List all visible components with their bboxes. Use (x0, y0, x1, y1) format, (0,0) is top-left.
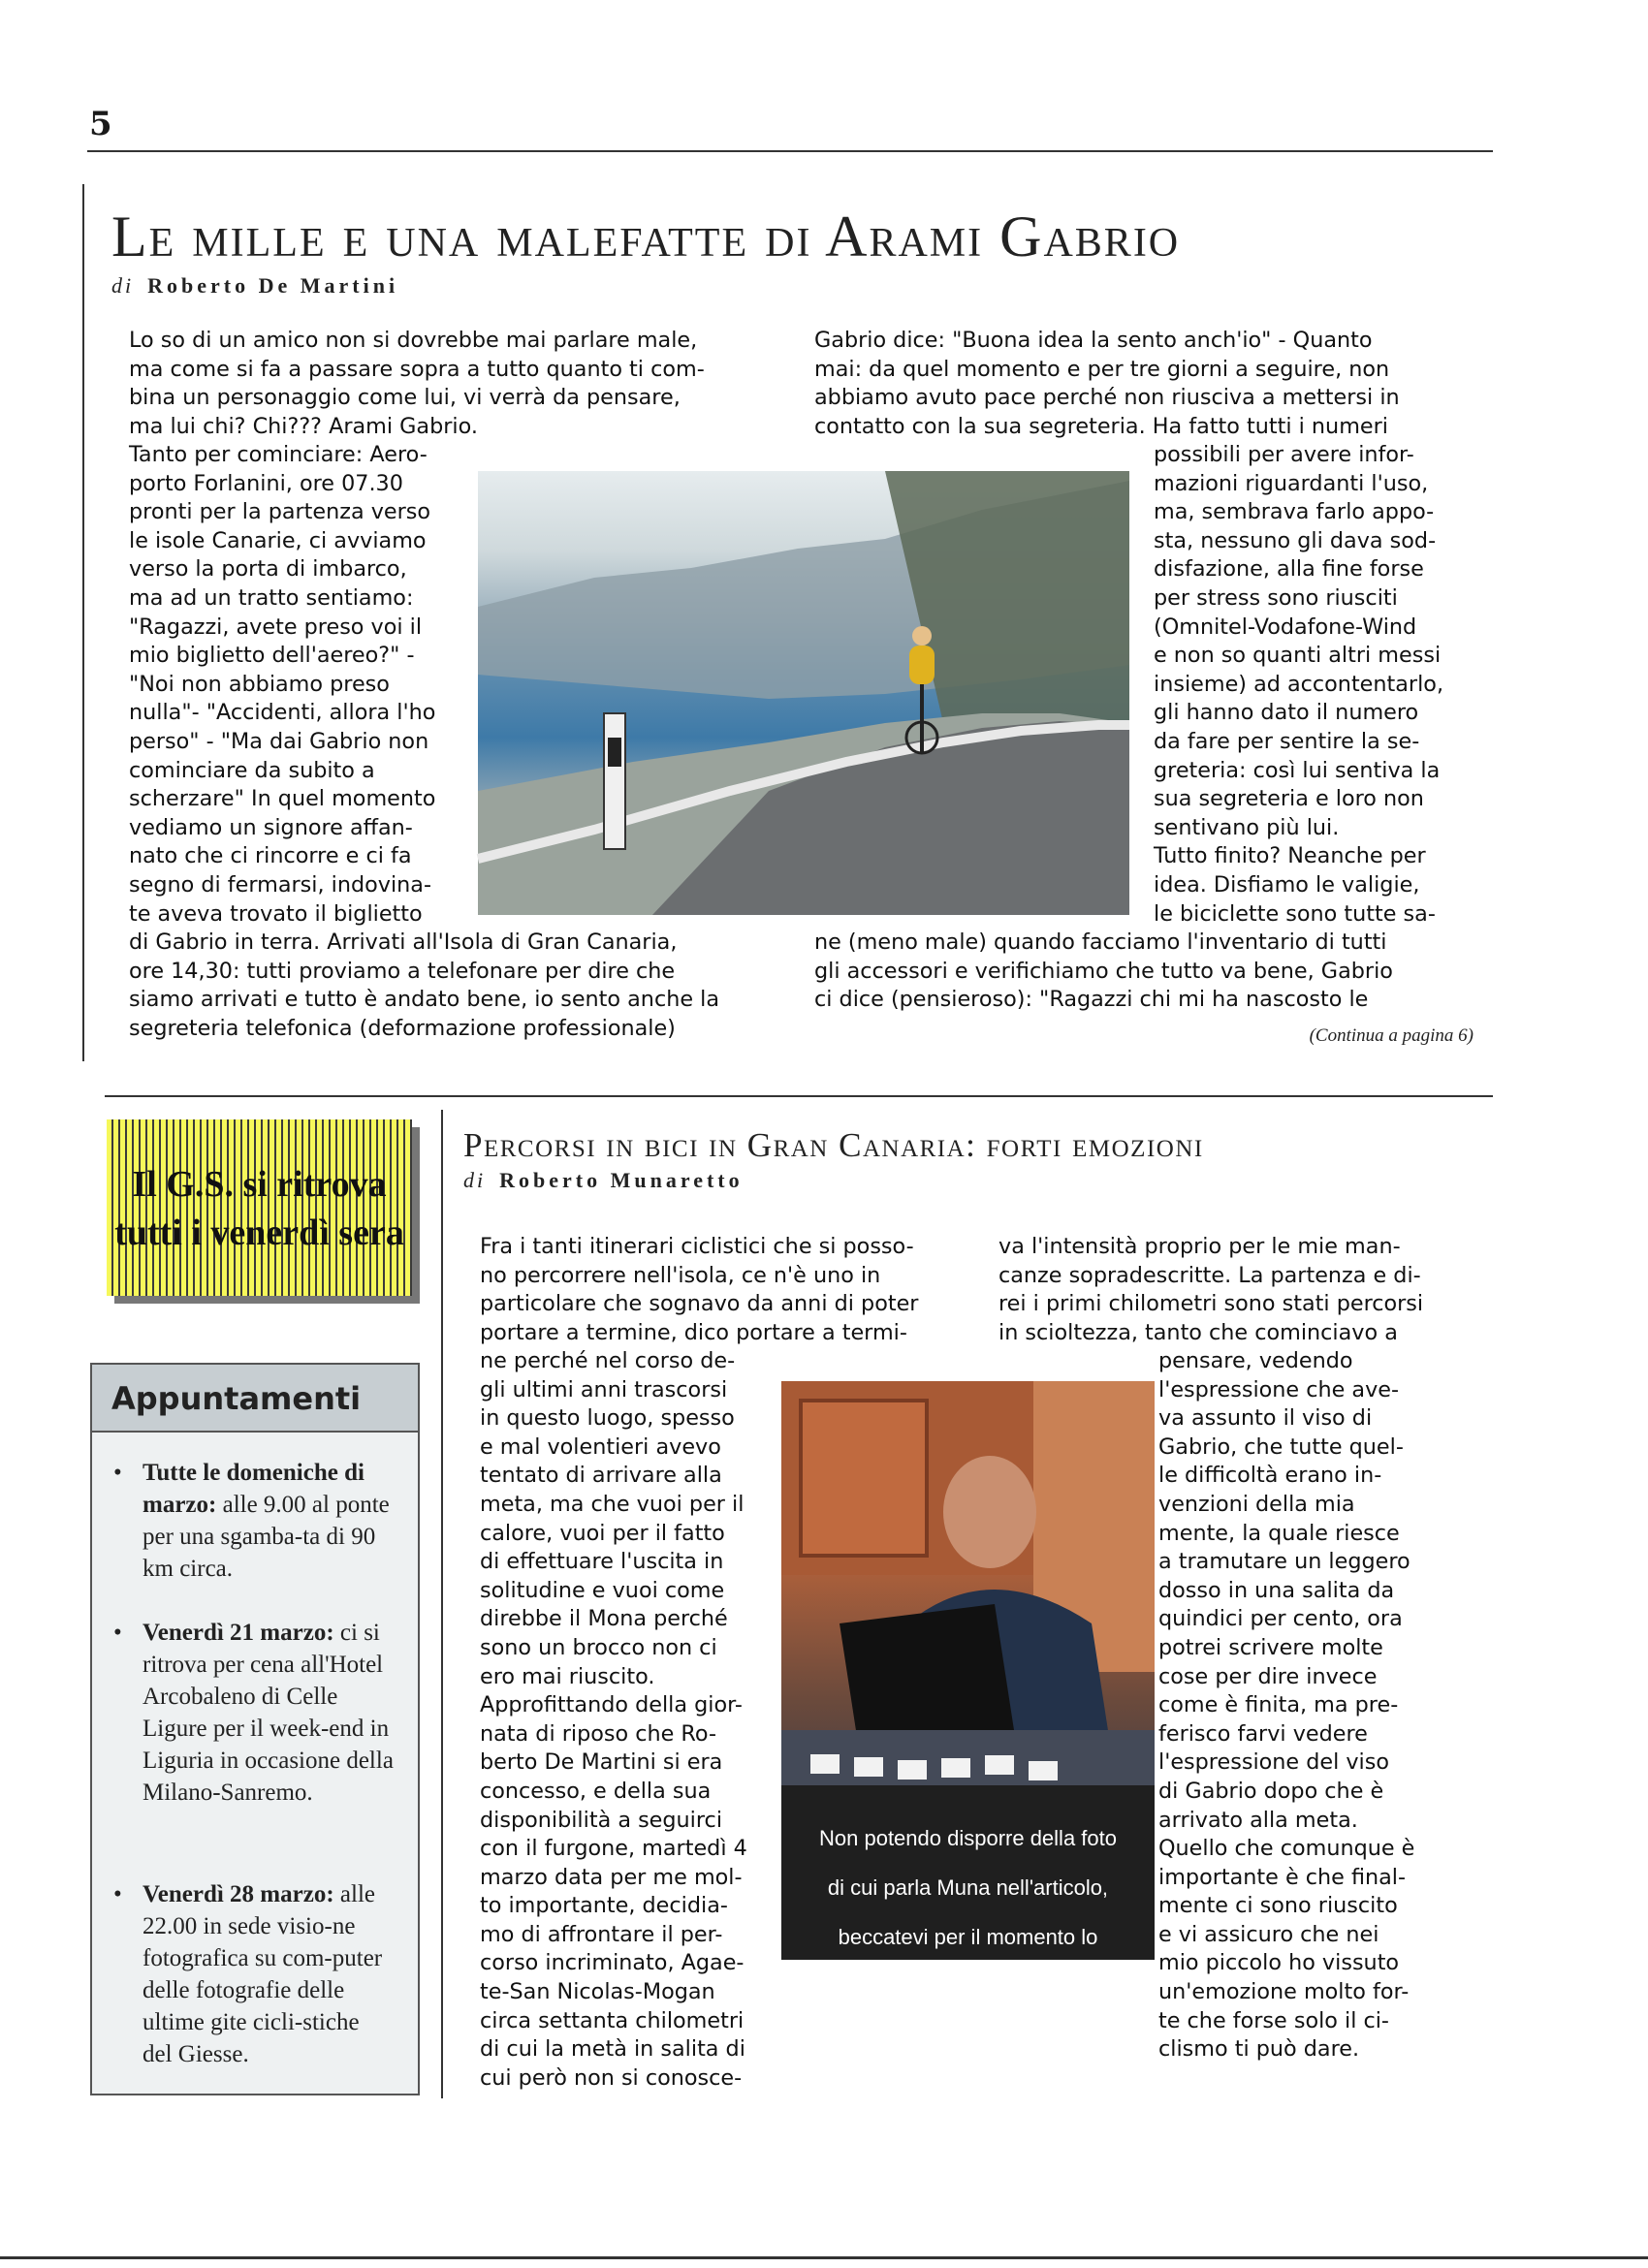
article1-text-line: vediamo un signore affan- (129, 814, 413, 840)
article1-text-line: cominciare da subito a (129, 757, 375, 783)
article2-text-line: in scioltezza, tanto che cominciavo a (998, 1319, 1398, 1345)
article2-author: Roberto Munaretto (499, 1168, 744, 1192)
article1-text-line: ma ad un tratto sentiamo: (129, 584, 414, 611)
appointment-desc: ci si ritrova per cena all'Hotel Arcobaleno di Celle Ligure per il week-end in Liguria in occasione della Milano-Sanremo. (143, 1620, 394, 1806)
appointment-desc: alle 9.00 al ponte per una sgamba-ta di 90 km circa. (143, 1492, 390, 1582)
article2-text-line: particolare che sognavo da anni di poter (480, 1291, 919, 1317)
man-at-computer-photo (781, 1381, 1155, 2048)
article2-text-line: Fra i tanti itinerari ciclistici che si posso- (480, 1234, 914, 1259)
section-divider (105, 1095, 1493, 1097)
article1-text-line: verso la porta di imbarco, (129, 556, 407, 583)
article1-text-line: gli accessori e verifichiamo che tutto va bene, Gabrio (814, 958, 1393, 984)
article2-text-line: meta, ma che vuoi per il (480, 1491, 745, 1517)
bottom-rule (0, 2256, 1648, 2259)
appointment-item (113, 1457, 395, 1585)
article2-text-line: cose per dire invece (1158, 1663, 1378, 1689)
appointment-item (113, 1617, 395, 1809)
article1-text-line: Tanto per cominciare: Aero- (129, 442, 428, 467)
article2-text-line: no percorrere nell'isola, ce n'è uno in (480, 1262, 881, 1288)
cyclist-mountain-road-photo (478, 471, 1129, 915)
article1-text-line: abbiamo avuto pace perché non riusciva a mettersi in (814, 385, 1400, 411)
article1-title: Le mille e una malefatte di Arami Gabrio (111, 205, 1181, 268)
article2-text-line: un'emozione molto for- (1158, 1979, 1410, 2005)
article2-text-line: e mal volentieri avevo (480, 1433, 721, 1460)
gs-weekly-box (107, 1119, 412, 1296)
article2-text-line: circa settanta chilometri (480, 2007, 745, 2033)
article1-text-line: "Ragazzi, avete preso voi il (129, 614, 423, 640)
article2-byline (463, 1168, 744, 1193)
article1-text-line: greteria: così lui sentiva la (1154, 757, 1441, 783)
article2-text-line: di Gabrio dopo che è (1158, 1778, 1384, 1804)
article1-text-line: nato che ci rincorre e ci fa (129, 843, 412, 869)
photo-caption-line: di cui parla Muna nell'articolo, (827, 1875, 1109, 1900)
article1-text-line: siamo arrivati e tutto è andato bene, io sento anche la (129, 987, 719, 1013)
article1-text-line: segno di fermarsi, indovina- (129, 871, 432, 898)
article1-text-line: Tutto finito? Neanche per (1154, 843, 1426, 869)
photo-caption-line: Non potendo disporre della foto (819, 1826, 1117, 1850)
article2-text-line: solitudine e vuoi come (480, 1577, 725, 1603)
article1-text-line: per stress sono riusciti (1154, 584, 1398, 611)
article2-text-line: mo di affrontare il per- (480, 1921, 723, 1947)
article1-text-line: ci dice (pensieroso): "Ragazzi chi mi ha nascosto le (814, 987, 1369, 1013)
article1-text-line: sua segreteria e loro non (1154, 786, 1424, 812)
article2-text-line: ferisco farvi vedere (1158, 1720, 1368, 1747)
article2-text-line: portare a termine, dico portare a termi- (480, 1319, 907, 1345)
article2-text-line: direbbe il Mona perché (480, 1606, 728, 1632)
article1-text-line: Gabrio dice: "Buona idea la sento anch'io" - Quanto (814, 328, 1373, 353)
article2-text-line: calore, vuoi per il fatto (480, 1520, 725, 1546)
article1-text-line: te aveva trovato il biglietto (129, 900, 423, 927)
article1-text-line: di Gabrio in terra. Arrivati all'Isola di Gran Canaria, (129, 929, 678, 955)
article2-text-line: corso incriminato, Agae- (480, 1950, 745, 1976)
article2-col1-wrap (480, 1347, 780, 2093)
photo-caption-line: della redazione. (892, 2024, 1044, 2048)
photo-caption-line: beccatevi per il momento lo (838, 1925, 1098, 1949)
article2-text-line: mente ci sono riuscito (1158, 1893, 1398, 1919)
appointment-when: Venerdì 21 marzo: (143, 1620, 334, 1646)
article1-byline (111, 273, 398, 299)
article1-col2-top (814, 327, 1493, 441)
photo-caption-line: stesso impegnato col computer (820, 1974, 1116, 1999)
article2-text-line: va l'intensità proprio per le mie man- (998, 1234, 1401, 1259)
article2-title: Percorsi in bici in Gran Canaria: forti emozioni (463, 1126, 1204, 1164)
article2-text-line: pensare, vedendo (1158, 1348, 1353, 1373)
article2-col1-top (480, 1233, 1003, 1347)
article1-text-line: le isole Canarie, ci avviamo (129, 527, 427, 553)
article1-text-line: Lo so di un amico non si dovrebbe mai parlare male, (129, 328, 698, 353)
article1-col1-top (129, 327, 808, 441)
article2-text-line: concesso, e della sua (480, 1778, 712, 1804)
article1-text-line: da fare per sentire la se- (1154, 728, 1420, 754)
appointment-when: Tutte le domeniche di marzo: (143, 1460, 364, 1518)
article2-text-line: ero mai riuscito. (480, 1663, 655, 1689)
article1-text-line: gli hanno dato il numero (1154, 700, 1419, 726)
article2-text-line: potrei scrivere molte (1158, 1634, 1383, 1660)
article1-text-line: nulla"- "Accidenti, allora l'ho (129, 700, 436, 726)
article2-text-line: a tramutare un leggero (1158, 1549, 1410, 1575)
gs-box-line2: tutti i venerdì sera (114, 1213, 404, 1253)
article2-text-line: l'espressione che ave- (1158, 1376, 1400, 1402)
article2-text-line: come è finita, ma pre- (1158, 1692, 1399, 1718)
article2-text-line: ne perché nel corso de- (480, 1348, 736, 1373)
article1-continue: (Continua a pagina 6) (1309, 1025, 1474, 1046)
page-number: 5 (89, 105, 112, 143)
article1-text-line: insieme) ad accontentarlo, (1154, 671, 1444, 697)
article2-text-line: Quello che comunque è (1158, 1836, 1415, 1862)
article1-text-line: segreteria telefonica (deformazione professionale) (129, 1015, 676, 1041)
article1-text-line: ma, sembrava farlo appo- (1154, 499, 1435, 525)
article2-text-line: sono un brocco non ci (480, 1634, 717, 1660)
article2-col2-top (998, 1233, 1512, 1347)
article1-text-line: mio biglietto dell'aereo?" - (129, 643, 415, 669)
article2-text-line: va assunto il viso di (1158, 1405, 1373, 1432)
article1-col1-bottom (129, 929, 808, 1043)
article2-text-line: Approfittando della gior- (480, 1692, 743, 1718)
photo-caption (781, 1785, 1155, 2048)
article2-text-line: to importante, decidia- (480, 1893, 728, 1919)
article2-col2-wrap (1158, 1347, 1469, 2064)
article1-text-line: le biciclette sono tutte sa- (1154, 900, 1436, 927)
article2-text-line: di effettuare l'uscita in (480, 1549, 724, 1575)
article2-text-line: mente, la quale riesce (1158, 1520, 1400, 1546)
article1-text-line: pronti per la partenza verso (129, 499, 431, 525)
article2-text-line: te-San Nicolas-Mogan (480, 1979, 715, 2005)
article2-text-line: te che forse solo il ci- (1158, 2007, 1389, 2033)
article2-text-line: venzioni della mia (1158, 1491, 1355, 1517)
article1-text-line: porto Forlanini, ore 07.30 (129, 470, 403, 496)
article1-by: di (111, 273, 135, 298)
article1-col2-bottom (814, 929, 1493, 1015)
article1-text-line: perso" - "Ma dai Gabrio non (129, 728, 429, 754)
article2-text-line: marzo data per me mol- (480, 1864, 743, 1890)
article2-text-line: dosso in una salita da (1158, 1577, 1395, 1603)
article1-left-rule (82, 184, 84, 1061)
article1-text-line: e non so quanti altri messi (1154, 643, 1442, 669)
article2-text-line: tentato di arrivare alla (480, 1463, 722, 1489)
article2-text-line: mio piccolo ho vissuto (1158, 1950, 1400, 1976)
article2-text-line: rei i primi chilometri sono stati percorsi (998, 1291, 1424, 1317)
article2-by: di (463, 1168, 487, 1192)
appointment-when: Venerdì 28 marzo: (143, 1881, 334, 1907)
article1-text-line: sta, nessuno gli dava sod- (1154, 527, 1437, 553)
bullet: • (113, 1460, 122, 1486)
article2-text-line: canze sopradescritte. La partenza e di- (998, 1262, 1421, 1288)
article2-text-line: berto De Martini si era (480, 1749, 723, 1776)
article1-text-line: ore 14,30: tutti proviamo a telefonare per dire che (129, 958, 676, 984)
article1-col1-wrap (129, 441, 478, 929)
article1-text-line: sentivano più lui. (1154, 814, 1340, 840)
article1-text-line: ma lui chi? Chi??? Arami Gabrio. (129, 413, 478, 439)
article2-text-line: nata di riposo che Ro- (480, 1720, 717, 1747)
article1-text-line: possibili per avere infor- (1154, 442, 1414, 467)
article1-text-line: mazioni riguardanti l'uso, (1154, 470, 1429, 496)
bullet: • (113, 1620, 122, 1646)
article2-text-line: l'espressione del viso (1158, 1749, 1390, 1776)
article2-text-line: gli ultimi anni trascorsi (480, 1376, 728, 1402)
article2-left-rule (441, 1110, 443, 2098)
header-rule (87, 150, 1493, 152)
article1-text-line: ma come si fa a passare sopra a tutto quanto ti com- (129, 356, 705, 382)
article1-text-line: mai: da quel momento e per tre giorni a seguire, non (814, 356, 1390, 382)
article1-text-line: bina un personaggio come lui, vi verrà da pensare, (129, 385, 681, 411)
article2-text-line: con il furgone, martedì 4 (480, 1836, 747, 1862)
article1-text-line: idea. Disfiamo le valigie, (1154, 871, 1420, 898)
article2-text-line: e vi assicuro che nei (1158, 1921, 1379, 1947)
bullet: • (113, 1881, 122, 1907)
article1-text-line: contatto con la sua segreteria. Ha fatto tutti i numeri (814, 413, 1388, 439)
article1-text-line: (Omnitel-Vodafone-Wind (1154, 614, 1417, 640)
gs-box-line1: Il G.S. si ritrova (132, 1164, 387, 1205)
article2-text-line: Gabrio, che tutte quel- (1158, 1433, 1404, 1460)
article2-text-line: disponibilità a seguirci (480, 1807, 723, 1833)
appointments-box (90, 1363, 420, 2095)
article2-text-line: in questo luogo, spesso (480, 1405, 735, 1432)
appointments-title: Appuntamenti (92, 1365, 418, 1433)
article2-text-line: arrivato alla meta. (1158, 1807, 1358, 1833)
article1-col2-wrap (1154, 441, 1503, 929)
article2-text-line: quindici per cento, ora (1158, 1606, 1403, 1632)
article2-text-line: di cui la metà in salita di (480, 2036, 745, 2063)
article2-text-line: importante è che final- (1158, 1864, 1407, 1890)
article2-text-line: cui però non si conosce- (480, 2064, 743, 2091)
appointment-item (113, 1878, 395, 2070)
article1-text-line: disfazione, alla fine forse (1154, 556, 1424, 583)
article2-text-line: le difficoltà erano in- (1158, 1463, 1382, 1489)
article1-author: Roberto De Martini (147, 273, 399, 298)
article1-text-line: "Noi non abbiamo preso (129, 671, 390, 697)
appointment-desc: alle 22.00 in sede visio-ne fotografica su com-puter delle fotografie delle ultime gite cicli-stiche del Giesse. (143, 1881, 383, 2067)
article1-text-line: ne (meno male) quando facciamo l'inventario di tutti (814, 929, 1387, 955)
article2-text-line: clismo ti può dare. (1158, 2036, 1360, 2063)
bike-photo-art (478, 471, 1129, 915)
article1-text-line: scherzare" In quel momento (129, 786, 436, 812)
